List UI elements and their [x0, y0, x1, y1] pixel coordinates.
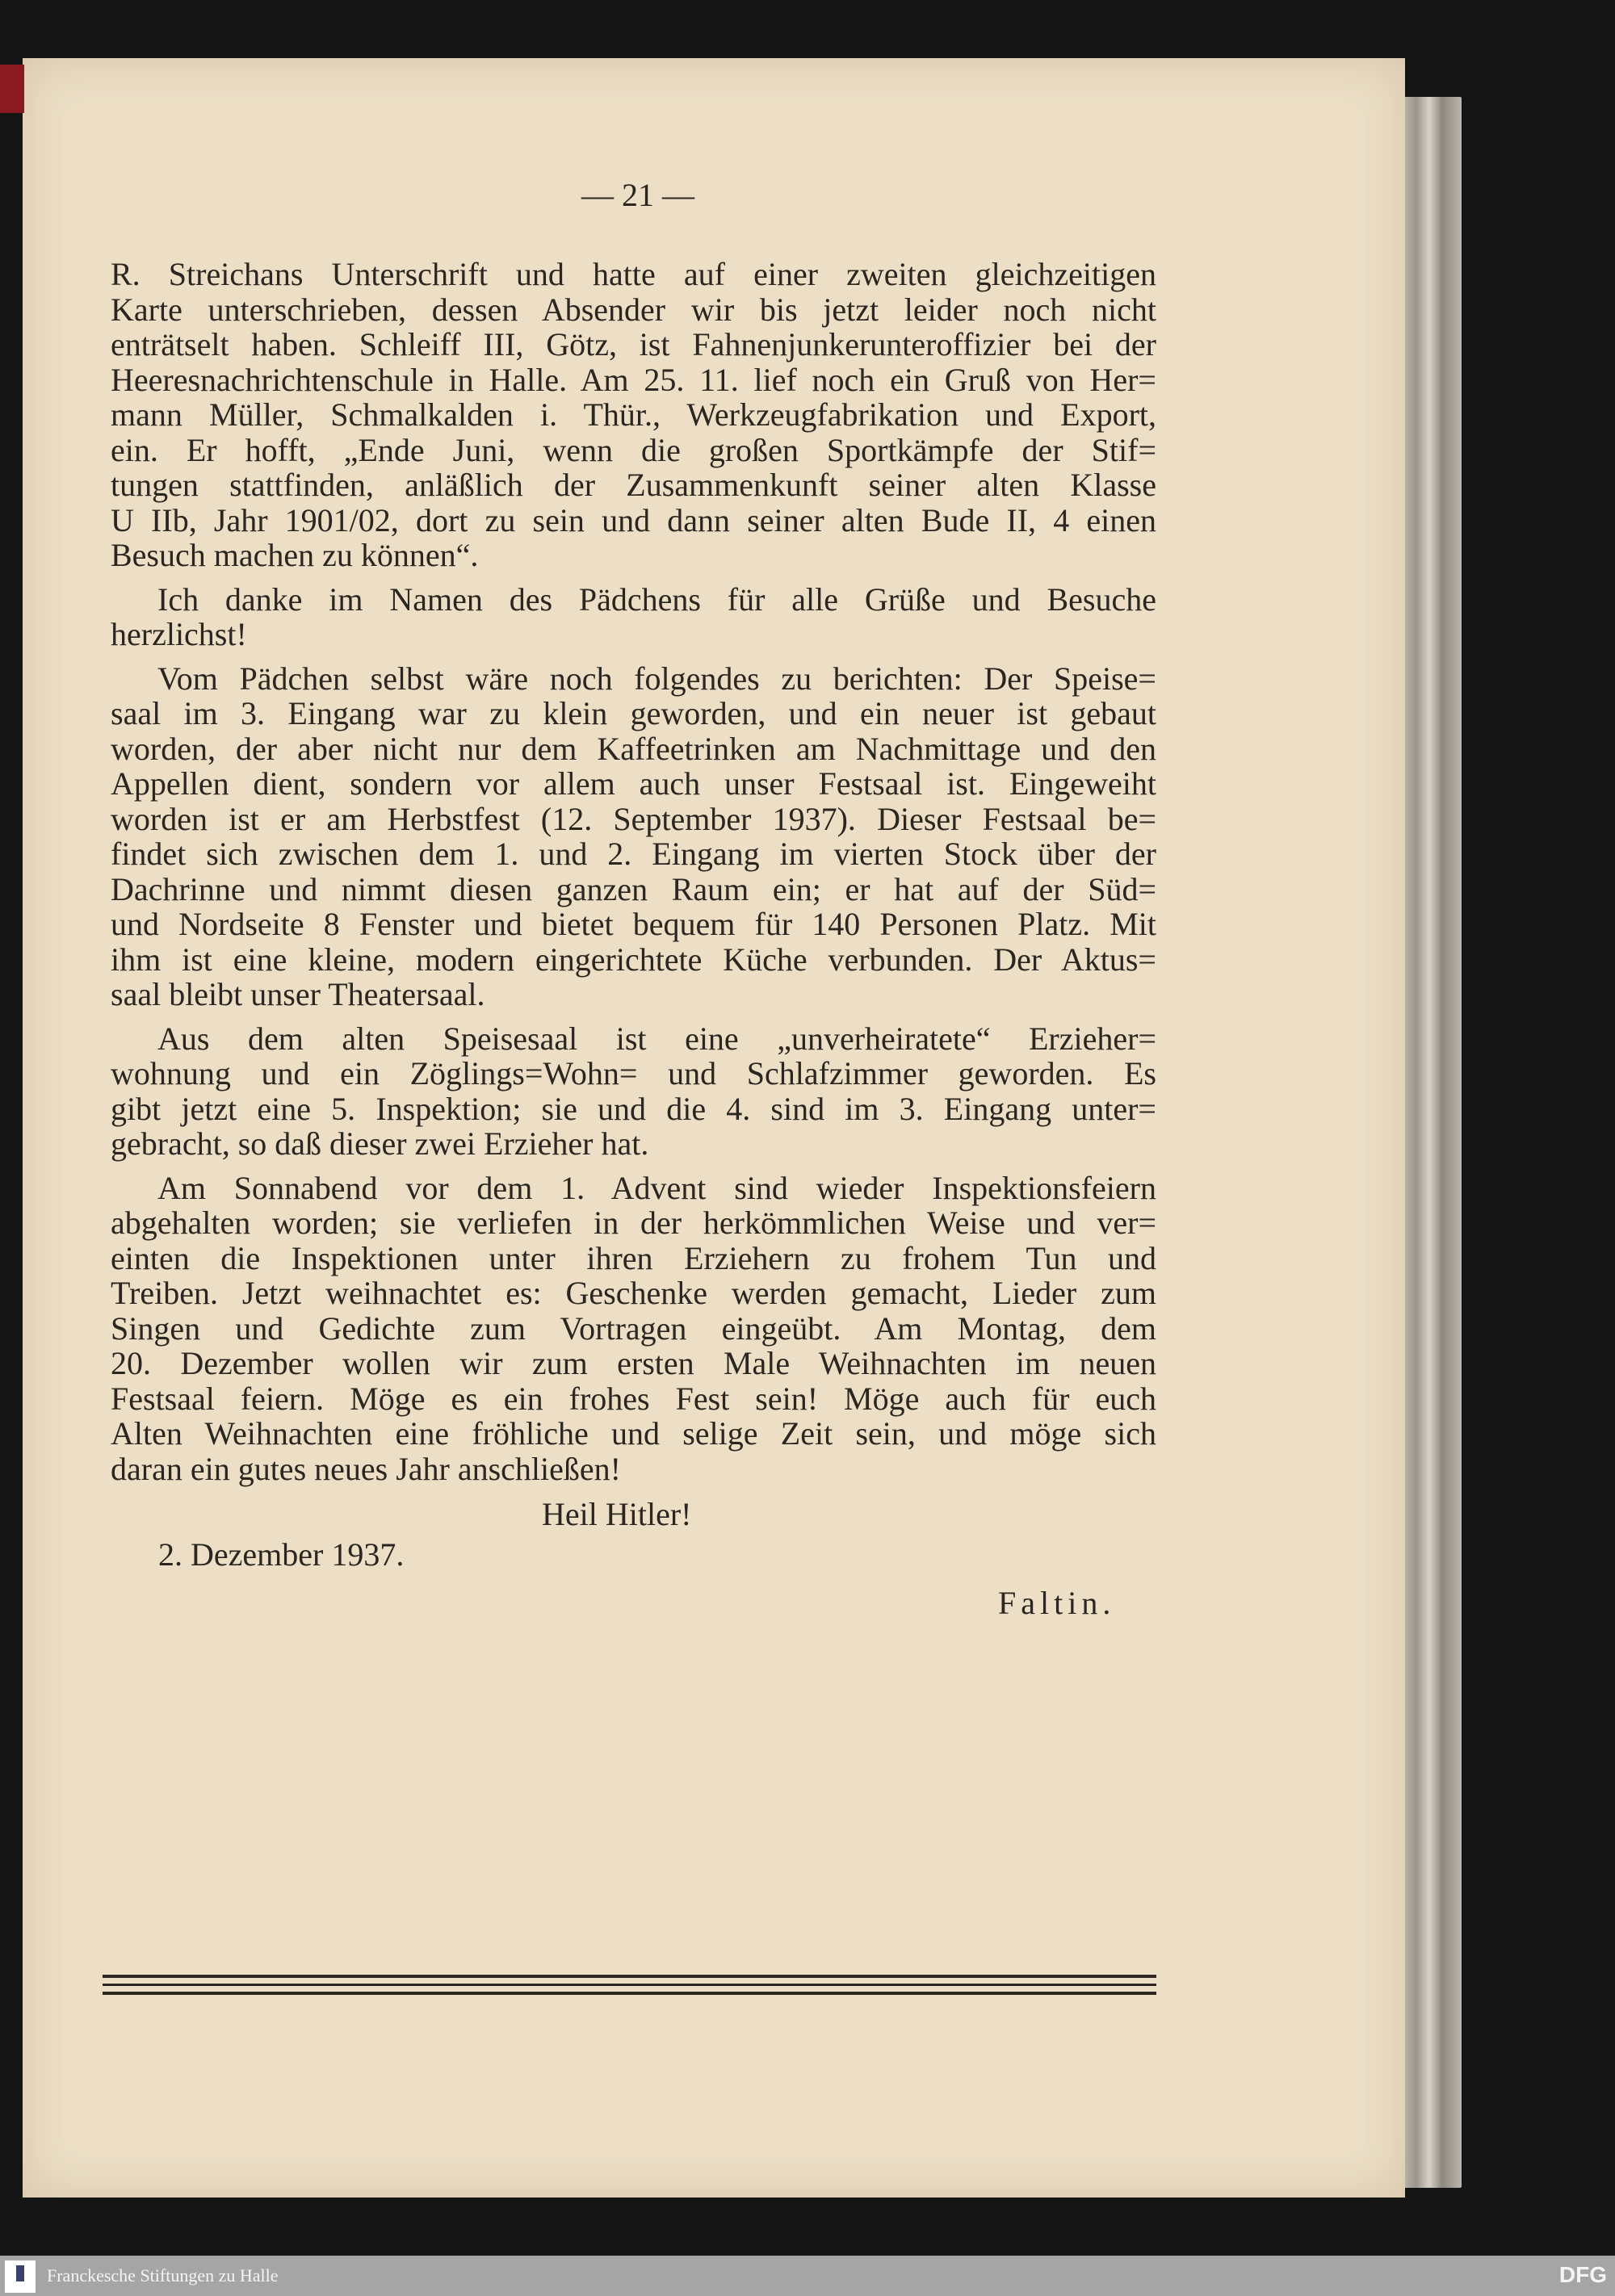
greeting: Heil Hitler! — [542, 1496, 692, 1532]
institution-name: Franckesche Stiftungen zu Halle — [47, 2265, 279, 2286]
page-edges — [1397, 97, 1462, 2188]
text-line: U IIb, Jahr 1901/02, dort zu sein und dann seiner alten Bude II, 4 einen — [111, 501, 1156, 538]
text-line: Appellen dient, sondern vor allem auch unser Festsaal ist. Eingeweiht — [111, 765, 1156, 802]
text-line: gebracht, so daß dieser zwei Erzieher hat. — [111, 1125, 649, 1162]
dfg-logo: DFG — [1558, 2262, 1607, 2287]
text-line: worden ist er am Herbstfest (12. September 1937). Dieser Festsaal be= — [111, 800, 1156, 837]
text-line: Am Sonnabend vor dem 1. Advent sind wieder Inspektionsfeiern — [157, 1169, 1156, 1206]
text-line: mann Müller, Schmalkalden i. Thür., Werkzeugfabrikation und Export, — [111, 396, 1156, 433]
text-line: findet sich zwischen dem 1. und 2. Eingang im vierten Stock über der — [111, 836, 1156, 872]
text-line: ihm ist eine kleine, modern eingerichtete Küche verbunden. Der Aktus= — [111, 941, 1156, 978]
text-line: Besuch machen zu können“. — [111, 537, 479, 573]
text-line: herzlichst! — [111, 616, 247, 652]
text-line: Aus dem alten Speisesaal ist eine „unverheiratete“ Erzieher= — [157, 1020, 1156, 1057]
text-line: 20. Dezember wollen wir zum ersten Male Weihnachten im neuen — [111, 1345, 1156, 1381]
text-line: Heeresnachrichtenschule in Halle. Am 25. 11. lief noch ein Gruß von Her= — [111, 361, 1156, 398]
text-line: Karte unterschrieben, dessen Absender wir bis jetzt leider noch nicht — [111, 291, 1156, 328]
text-line: Festsaal feiern. Möge es ein frohes Fest sein! Möge auch für euch — [111, 1380, 1156, 1417]
body-text — [111, 257, 1156, 1486]
text-line: ein. Er hofft, „Ende Juni, wenn die großen Sportkämpfe der Stif= — [111, 431, 1156, 468]
text-line: tungen stattfinden, anläßlich der Zusammenkunft seiner alten Klasse — [111, 467, 1156, 503]
text-line: wohnung und ein Zöglings=Wohn= und Schlafzimmer geworden. Es — [111, 1055, 1156, 1091]
rule-line — [103, 1992, 1156, 1995]
text-line: saal im 3. Eingang war zu klein geworden, und ein neuer ist gebaut — [111, 695, 1156, 731]
text-line: daran ein gutes neues Jahr anschließen! — [111, 1450, 621, 1487]
text-line: Dachrinne und nimmt diesen ganzen Raum ein; er hat auf der Süd= — [111, 870, 1156, 907]
decorative-rules — [103, 1975, 1156, 1995]
text-line: Vom Pädchen selbst wäre noch folgendes zu berichten: Der Speise= — [157, 660, 1156, 697]
signature: Faltin. — [998, 1585, 1116, 1621]
text-line: Alten Weihnachten eine fröhliche und selige Zeit sein, und möge sich — [111, 1415, 1156, 1452]
text-line: einten die Inspektionen unter ihren Erziehern zu frohem Tun und — [111, 1239, 1156, 1276]
text-line: worden, der aber nicht nur dem Kaffeetrinken am Nachmittage und den — [111, 730, 1156, 767]
text-line: Singen und Gedichte zum Vortragen eingeübt. Am Montag, dem — [111, 1309, 1156, 1347]
letter-date: 2. Dezember 1937. — [158, 1536, 405, 1573]
text-line: enträtselt haben. Schleiff III, Götz, ist Fahnenjunkerunteroffizier bei der — [111, 326, 1156, 362]
text-line: gibt jetzt eine 5. Inspektion; sie und die 4. sind im 3. Eingang unter= — [111, 1090, 1156, 1127]
text-line: abgehalten worden; sie verliefen in der herkömmlichen Weise und ver= — [111, 1205, 1156, 1241]
text-line: und Nordseite 8 Fenster und bietet bequem für 140 Personen Platz. Mit — [111, 906, 1156, 942]
binding-strip — [0, 65, 24, 113]
viewer-footer — [0, 2256, 1615, 2296]
text-line: R. Streichans Unterschrift und hatte auf einer zweiten gleichzeitigen — [111, 256, 1156, 292]
text-line: Treiben. Jetzt weihnachtet es: Geschenke werden gemacht, Lieder zum — [111, 1275, 1156, 1311]
text-line: saal bleibt unser Theatersaal. — [111, 976, 485, 1012]
page-number: — 21 — — [581, 177, 694, 213]
text-line: Ich danke im Namen des Pädchens für alle Grüße und Besuche — [157, 580, 1156, 618]
institution-logo-icon — [5, 2260, 36, 2293]
